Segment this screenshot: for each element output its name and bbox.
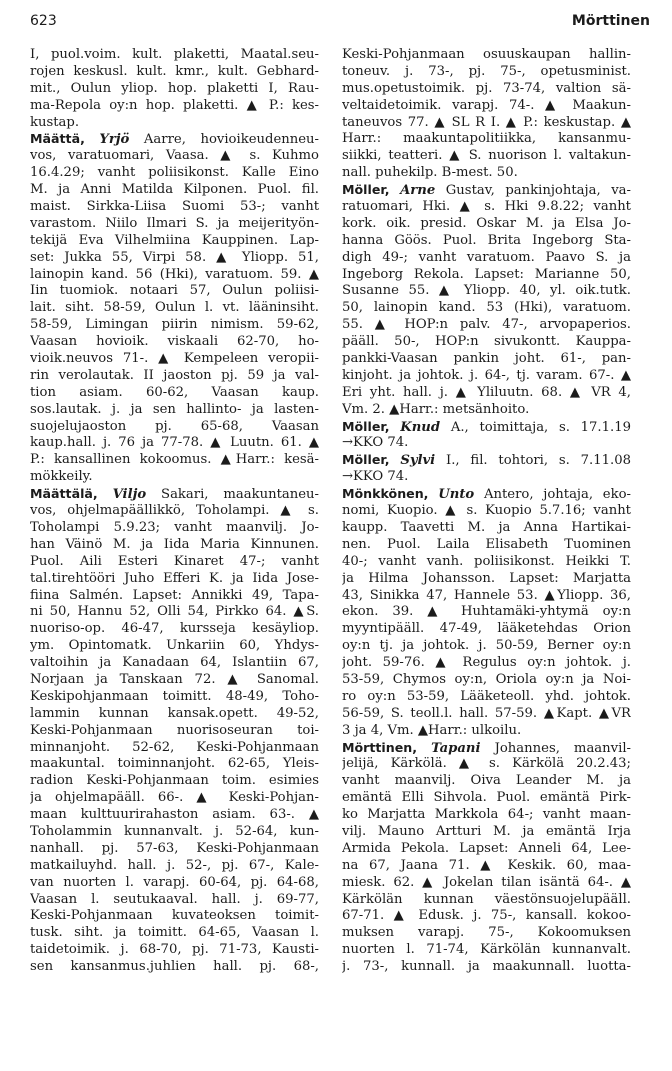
entry-text-line <box>30 334 319 351</box>
entry-text-line <box>30 216 319 233</box>
entry-text: lainopin kand. 56 (Hki), varatuom. 59. ▲ <box>30 266 319 282</box>
entry-text-line <box>30 385 319 402</box>
entry-text-line <box>342 267 631 284</box>
entry-text-line <box>342 368 631 385</box>
entry-text-line <box>30 588 319 605</box>
entry-text-line <box>342 554 631 571</box>
entry-text: kaup.hall. j. 76 ja 77-78. ▲ Luutn. 61. ▲ <box>30 435 319 451</box>
entry-text-line <box>30 115 319 132</box>
entry-text: taidetoimik. j. 68-70, pj. 71-73, Kausti- <box>30 942 319 958</box>
entry-text: Antero, johtaja, eko- <box>474 487 631 503</box>
entry-text-line <box>342 604 631 621</box>
entry-text-line <box>342 199 631 216</box>
entry-text-line <box>30 233 319 250</box>
entry-text-line <box>342 520 631 537</box>
entry-text: 55. ▲ HOP:n palv. 47-, arvopaperios. <box>342 317 631 333</box>
entry-text: tion asiam. 60-62, Vaasan kaup. <box>30 384 319 400</box>
entry-text-line <box>342 98 631 115</box>
entry-text-line <box>30 925 319 942</box>
entry-text-line <box>30 773 319 790</box>
entry-text: Keskipohjanmaan toimitt. 48-49, Toho- <box>30 688 319 704</box>
entry-text-line <box>342 807 631 824</box>
entry-text: set: Jukka 55, Virpi 58. ▲ Yliopp. 51, <box>30 249 319 265</box>
entry-text: Norjaan ja Tanskaan 72. ▲ Sanomal. <box>30 671 319 687</box>
entry-text-line <box>342 925 631 942</box>
entry-text-line <box>30 368 319 385</box>
entry-text-line <box>342 908 631 925</box>
entry-text: miesk. 62. ▲ Jokelan tilan isäntä 64-. ▲ <box>342 874 631 890</box>
entry-text: M. ja Anni Matilda Kilponen. Puol. fil. <box>30 182 319 198</box>
entry-text: ja ohjelmapääll. 66-. ▲ Keski-Pohjan- <box>30 790 319 806</box>
entry-text: varastom. Niilo Ilmari S. ja meijerityön- <box>30 215 319 231</box>
entry-text-line <box>30 706 319 723</box>
entry-text-line <box>30 824 319 841</box>
entry-given-name: Knud <box>400 419 441 435</box>
entry-text: Keski-Pohjanmaan nuorisoseuran toi- <box>30 722 319 738</box>
entry-text-line <box>30 402 319 419</box>
entry-text: kaupp. Taavetti M. ja Anna Hartikai- <box>342 519 631 535</box>
entry-text: 16.4.29; vanht poliisikonst. Kalle Eino <box>30 165 319 181</box>
entry-text-line <box>30 64 319 81</box>
entry-text: Aarre, hovioikeudenneu- <box>129 132 319 148</box>
entry-text-line <box>30 672 319 689</box>
entry-text-line <box>30 267 319 284</box>
entry-text-line <box>342 672 631 689</box>
entry-text-line <box>342 537 631 554</box>
entry-text-line <box>342 858 631 875</box>
entry-text-line <box>30 858 319 875</box>
entry-text: ko Marjatta Markkola 64-; vanht maan- <box>342 807 631 823</box>
entry-text-line <box>30 959 319 976</box>
entry-text: vioik.neuvos 71-. ▲ Kempeleen veropii- <box>30 351 319 367</box>
entry-text: lait. siht. 58-59, Oulun l. vt. lääninsiht. <box>30 300 319 316</box>
entry-text: ma-Repola oy:n hop. plaketti. ▲ P.: kes- <box>30 97 319 113</box>
entry-text: pääll. 50-, HOP:n sivukontt. Kauppa- <box>342 334 631 350</box>
entry-text-line <box>342 283 631 300</box>
entry-text: Toholampi 5.9.23; vanht maanvilj. Jo- <box>30 519 319 535</box>
entry-text: tusk. siht. ja toimitt. 64-65, Vaasan l. <box>30 925 319 941</box>
entry-text: 43, Sinikka 47, Hannele 53. ▲Yliopp. 36, <box>342 587 631 603</box>
entry-text-line <box>30 503 319 520</box>
entry-text-line <box>30 537 319 554</box>
entry-text-line <box>342 942 631 959</box>
entry-text: I., fil. tohtori, s. 7.11.08 <box>435 453 631 469</box>
entry-text-line <box>30 740 319 757</box>
entry-text: myyntipääll. 47-49, lääketehdas Orion <box>342 621 631 637</box>
entry-text: P.: kansallinen kokoomus. ▲Harr.: kesä- <box>30 452 319 468</box>
entry-text-line <box>30 351 319 368</box>
entry-surname: Möller, <box>342 182 390 198</box>
entry-given-name: Yrjö <box>99 132 130 148</box>
entry-text: jelijä, Kärkölä. ▲ s. Kärkölä 20.2.43; <box>342 756 631 772</box>
entry-text: hanna Göös. Puol. Brita Ingeborg Sta- <box>342 232 631 248</box>
entry-surname: Möller, <box>342 452 390 468</box>
entry-text: 53-59, Chymos oy:n, Oriola oy:n ja Noi- <box>342 671 631 687</box>
entry-text-line <box>342 571 631 588</box>
entry-text: Keski-Pohjanmaan kuvateoksen toimit- <box>30 908 319 924</box>
entry-text: kustap. <box>30 114 80 130</box>
entry-text: 3 ja 4, Vm. ▲Harr.: ulkoilu. <box>342 722 522 738</box>
entry-text-line <box>30 942 319 959</box>
entry-text-line <box>30 621 319 638</box>
entry-text: I, puol.voim. kult. plaketti, Maatal.seu- <box>30 47 319 62</box>
entry-text: minnanjoht. 52-62, Keski-Pohjanmaan <box>30 739 319 755</box>
entry-text: Iin tuomiok. notaari 57, Oulun poliisi- <box>30 283 319 299</box>
entry-given-name: Sylvi <box>400 453 436 469</box>
entry-text-line <box>342 216 631 233</box>
entry-text-line <box>342 588 631 605</box>
entry-given-name: Arne <box>400 183 436 199</box>
entry-text: sen kansanmus.juhlien hall. pj. 68-, <box>30 959 319 975</box>
entry-text: Susanne 55. ▲ Yliopp. 40, yl. oik.tutk. <box>342 283 631 299</box>
entry-text-line <box>30 435 319 452</box>
entry-text: 56-59, S. teoll.l. hall. 57-59. ▲Kapt. ▲VR <box>342 705 631 721</box>
entry-text-line <box>30 571 319 588</box>
entry-text: ekon. 39. ▲ Huhtamäki-yhtymä oy:n <box>342 604 631 620</box>
entry-text: ym. Opintomatk. Unkariin 60, Yhdys- <box>30 638 319 654</box>
entry-text: lammin kunnan kansak.opett. 49-52, <box>30 705 319 721</box>
entry-text: tekijä Eva Vilhelmiina Kauppinen. Lap- <box>30 232 319 248</box>
entry-text: →KKO 74. <box>342 435 409 451</box>
entry-text-line <box>342 503 631 520</box>
entry-text-line <box>342 385 631 402</box>
entry-text-line <box>342 841 631 858</box>
entry-text: Eri yht. hall. j. ▲ Yliluutn. 68. ▲ VR 4, <box>342 384 631 400</box>
entry-text-line <box>342 402 631 419</box>
entry-text-line <box>342 621 631 638</box>
entry-text: Puol. Aili Esteri Kinaret 47-; vanht <box>30 553 319 569</box>
entry-text-line <box>342 469 631 486</box>
entry-text-line <box>30 807 319 824</box>
entry-text-line <box>30 604 319 621</box>
entry-head-line <box>342 740 631 757</box>
entry-text: Armida Pekola. Lapset: Anneli 64, Lee- <box>342 840 631 856</box>
entry-text: 67-71. ▲ Edusk. j. 75-, kansall. kokoo- <box>342 908 631 924</box>
entry-text: na 67, Jaana 71. ▲ Keskik. 60, maa- <box>342 857 631 873</box>
entry-text: joht. 59-76. ▲ Regulus oy:n johtok. j. <box>342 655 631 671</box>
entry-text: fiina Salmén. Lapset: Annikki 49, Tapa- <box>30 587 319 603</box>
entry-text-line <box>342 64 631 81</box>
entry-text: →KKO 74. <box>342 469 409 485</box>
entry-text-line <box>342 756 631 773</box>
entry-text-line <box>342 723 631 740</box>
entry-text-line <box>30 875 319 892</box>
entry-text-line <box>30 908 319 925</box>
running-head: Mörttinen <box>571 13 650 29</box>
entry-text-line <box>342 233 631 250</box>
entry-text-line <box>30 520 319 537</box>
entry-text: muksen varapj. 75-, Kokoomuksen <box>342 925 631 941</box>
entry-text-line <box>30 250 319 267</box>
entry-text-line <box>30 317 319 334</box>
entry-text-line <box>342 47 631 64</box>
entry-text: vanht maanvilj. Oiva Leander M. ja <box>342 773 631 789</box>
entry-text: mit., Oulun yliop. hop. plaketti I, Rau- <box>30 80 319 96</box>
entry-text-line <box>342 115 631 132</box>
entry-text: van nuorten l. varapj. 60-64, pj. 64-68, <box>30 874 319 890</box>
entry-text-line <box>342 689 631 706</box>
entry-text: radion Keski-Pohjanmaan toim. esimies <box>30 773 319 789</box>
entry-text-line <box>30 148 319 165</box>
entry-surname: Möller, <box>342 418 390 434</box>
entry-text: Kärkölän kunnan väestönsuojelupääll. <box>342 891 631 907</box>
entry-text: maan kulttuurirahaston asiam. 63-. ▲ <box>30 807 319 823</box>
entry-text: nall. puhekilp. B-mest. 50. <box>342 165 518 181</box>
entry-text: Keski-Pohjanmaan osuuskaupan hallin- <box>342 47 631 62</box>
entry-text: Gustav, pankinjohtaja, va- <box>435 183 631 199</box>
entry-text: Ingeborg Rekola. Lapset: Marianne 50, <box>342 266 631 282</box>
entry-text-line <box>342 165 631 182</box>
entry-text-line <box>30 165 319 182</box>
entry-text-line <box>30 638 319 655</box>
entry-text-line <box>30 81 319 98</box>
entry-text: Vaasan l. seutukaaval. hall. j. 69-77, <box>30 891 319 907</box>
entry-text: matkailuyhd. hall. j. 52-, pj. 67-, Kale- <box>30 857 319 873</box>
entry-text: nuoriso-op. 46-47, kursseja kesäyliop. <box>30 621 319 637</box>
entry-text: han Väinö M. ja Iida Maria Kinnunen. <box>30 536 319 552</box>
entry-text: vos, ohjelmapäällikkö, Toholampi. ▲ s. <box>30 503 319 519</box>
page-number: 623 <box>30 13 57 29</box>
entry-text: mökkeily. <box>30 469 93 485</box>
entry-text-line <box>30 419 319 436</box>
entry-text: vos, varatuomari, Vaasa. ▲ s. Kuhmo <box>30 148 319 164</box>
entry-text: nanhall. pj. 57-63, Keski-Pohjanmaan <box>30 840 319 856</box>
entry-text-line <box>342 435 631 452</box>
entry-text-line <box>342 148 631 165</box>
entry-surname: Mörttinen, <box>342 739 418 755</box>
entry-text-line <box>30 98 319 115</box>
text-column-left <box>30 47 319 1047</box>
entry-text: veltaidetoimik. varapj. 74-. ▲ Maakun- <box>342 97 631 113</box>
entry-text: nuorten l. 71-74, Kärkölän kunnanvalt. <box>342 942 631 958</box>
entry-text-line <box>342 706 631 723</box>
entry-text: Vaasan hovioik. viskaali 62-70, ho- <box>30 334 319 350</box>
entry-text: Harr.: maakuntapolitiikka, kansanmu- <box>342 131 631 147</box>
entry-text: sos.lautak. j. ja sen hallinto- ja lasten- <box>30 401 319 417</box>
entry-surname: Mönkkönen, <box>342 486 429 502</box>
entry-text: oy:n tj. ja johtok. j. 50-59, Berner oy:n <box>342 638 631 654</box>
entry-text-line <box>342 773 631 790</box>
entry-text: Vm. 2. ▲Harr.: metsänhoito. <box>342 401 530 417</box>
entry-head-line <box>30 131 319 148</box>
entry-text: rojen keskusl. kult. kmr., kult. Gebhard- <box>30 63 319 79</box>
entry-text: kork. oik. presid. Oskar M. ja Elsa Jo- <box>342 215 631 231</box>
entry-text: maakuntal. toiminnanjoht. 62-65, Yleis- <box>30 756 319 772</box>
entry-text: mus.opetustoimik. pj. 73-74, valtion sä- <box>342 80 631 96</box>
entry-text: ratuomari, Hki. ▲ s. Hki 9.8.22; vanht <box>342 199 631 215</box>
entry-head-line <box>342 452 631 469</box>
entry-text-line <box>30 790 319 807</box>
entry-text: rin verolautak. II jaoston pj. 59 ja val- <box>30 367 319 383</box>
entry-text-line <box>342 824 631 841</box>
entry-text-line <box>30 554 319 571</box>
entry-given-name: Viljo <box>112 487 147 503</box>
entry-text: nen. Puol. Laila Elisabeth Tuominen <box>342 536 631 552</box>
entry-text: kinjoht. ja johtok. j. 64-, tj. varam. 67-. ▲ <box>342 367 631 383</box>
entry-surname: Määttälä, <box>30 486 98 502</box>
entry-text: maist. Sirkka-Liisa Suomi 53-; vanht <box>30 199 319 215</box>
entry-text: 50, lainopin kand. 53 (Hki), varatuom. <box>342 300 631 316</box>
entry-text-line <box>342 638 631 655</box>
entry-text: ro oy:n 53-59, Lääketeoll. yhd. johtok. <box>342 688 631 704</box>
entry-text-line <box>30 199 319 216</box>
entry-text: emäntä Elli Sihvola. Puol. emäntä Pirk- <box>342 790 631 806</box>
entry-text-line <box>30 300 319 317</box>
entry-text-line <box>30 452 319 469</box>
entry-text-line <box>30 283 319 300</box>
entry-text-line <box>342 334 631 351</box>
entry-text-line <box>342 81 631 98</box>
entry-text: suojelujaoston pj. 65-68, Vaasan <box>30 418 319 434</box>
entry-text: Toholammin kunnanvalt. j. 52-64, kun- <box>30 823 319 839</box>
entry-head-line <box>342 182 631 199</box>
entry-text: vilj. Mauno Artturi M. ja emäntä Irja <box>342 823 631 839</box>
entry-text: j. 73-, kunnall. ja maakunnall. luotta- <box>342 959 631 975</box>
entry-text: ja Hilma Johansson. Lapset: Marjatta <box>342 570 631 586</box>
entry-text-line <box>342 892 631 909</box>
entry-text-line <box>30 892 319 909</box>
entry-text-line <box>30 723 319 740</box>
entry-text-line <box>342 300 631 317</box>
entry-text-line <box>342 131 631 148</box>
entry-text-line <box>30 655 319 672</box>
entry-text-line <box>342 790 631 807</box>
entry-text: 40-; vanht vanh. poliisikonst. Heikki T. <box>342 553 631 569</box>
entry-surname: Määttä, <box>30 131 85 147</box>
entry-given-name: Unto <box>438 487 475 503</box>
entry-text-line <box>342 655 631 672</box>
entry-text: tal.tirehtööri Juho Efferi K. ja Iida Jose- <box>30 570 319 586</box>
entry-text: nomi, Kuopio. ▲ s. Kuopio 5.7.16; vanht <box>342 503 631 519</box>
entry-text: ni 50, Hannu 52, Olli 54, Pirkko 64. ▲S. <box>30 604 319 620</box>
entry-text-line <box>342 317 631 334</box>
entry-head-line <box>342 486 631 503</box>
entry-text: Sakari, maakuntaneu- <box>146 487 319 503</box>
entry-text-line <box>30 47 319 64</box>
entry-text-line <box>30 756 319 773</box>
entry-text: taneuvos 77. ▲ SL R I. ▲ P.: keskustap. ▲ <box>342 114 631 130</box>
entry-text: 58-59, Limingan piirin nimism. 59-62, <box>30 317 319 333</box>
entry-text-line <box>342 959 631 976</box>
entry-text: Johannes, maanvil- <box>480 740 631 756</box>
entry-head-line <box>30 486 319 503</box>
entry-text-line <box>30 689 319 706</box>
entry-text: digh 49-; vanht varatuom. Paavo S. ja <box>342 249 631 265</box>
entry-text-line <box>342 875 631 892</box>
entry-text: siikki, teatteri. ▲ S. nuorison l. valtakun- <box>342 148 631 164</box>
entry-text-line <box>342 250 631 267</box>
entry-text: A., toimittaja, s. 17.1.19 <box>440 419 631 435</box>
text-column-right <box>342 47 631 1047</box>
entry-head-line <box>342 419 631 436</box>
entry-text: toneuv. j. 73-, pj. 75-, opetusminist. <box>342 63 631 79</box>
entry-text-line <box>30 182 319 199</box>
entry-text-line <box>30 469 319 486</box>
entry-text-line <box>342 351 631 368</box>
entry-text-line <box>30 841 319 858</box>
entry-text: valtoihin ja Kanadaan 64, Islantiin 67, <box>30 655 319 671</box>
entry-text: pankki-Vaasan pankin joht. 61-, pan- <box>342 351 631 367</box>
entry-given-name: Tapani <box>431 740 481 756</box>
